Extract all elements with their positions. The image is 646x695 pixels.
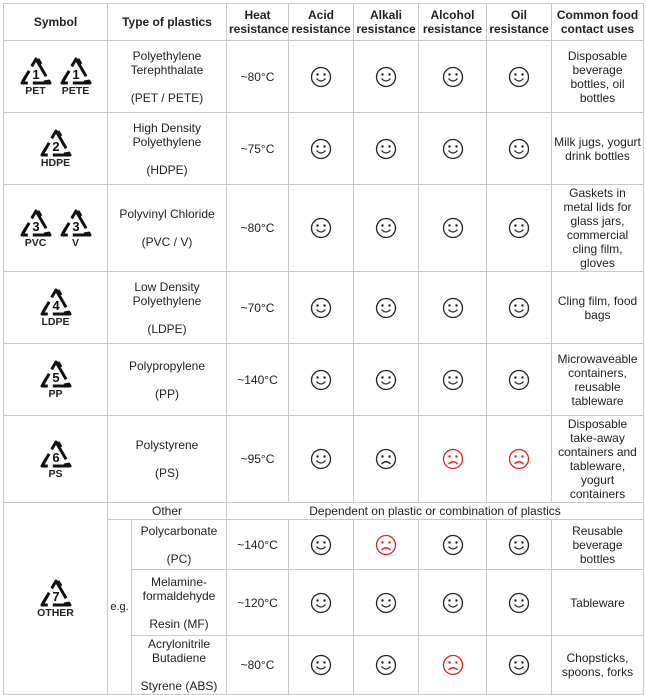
oil-resistance-cell [487, 41, 552, 113]
smiley-face-icon [508, 369, 530, 391]
food-contact-uses-text: Cling film, food bags [557, 293, 638, 322]
symbol-cell [4, 185, 108, 272]
resin-code-number: 2 [51, 139, 60, 154]
heat-resistance-value: ~70°C [240, 300, 275, 315]
resin-code-symbol [19, 56, 53, 97]
frowning-face-red-icon [442, 448, 464, 470]
smiley-face-icon [310, 369, 332, 391]
alkali-resistance-cell [354, 636, 419, 695]
alcohol-resistance-cell [419, 636, 487, 695]
resin-code-label: PS [48, 467, 63, 480]
smiley-face-icon [310, 654, 332, 676]
eg-label: e.g. [110, 601, 129, 613]
oil-resistance-cell [487, 344, 552, 416]
oil-resistance-cell [487, 113, 552, 185]
food-contact-uses-text: Microwaveable containers, reusable tableware [557, 351, 638, 408]
symbol-cell [4, 416, 108, 503]
alcohol-resistance-cell [419, 185, 487, 272]
plastic-row-other [4, 503, 644, 520]
food-contact-uses-cell [552, 113, 644, 185]
smiley-face-icon [375, 654, 397, 676]
plastic-name-line1: High Density [132, 120, 202, 135]
resin-code-number: 3 [31, 218, 40, 234]
resin-code-number: 7 [51, 589, 60, 604]
heat-resistance-cell [227, 344, 289, 416]
plastic-row [4, 272, 644, 344]
heat-resistance-value: ~80°C [240, 221, 275, 235]
header-alkali: Alkali resistance [354, 4, 419, 41]
alkali-resistance-cell [354, 185, 419, 272]
alcohol-resistance-cell [419, 416, 487, 503]
heat-resistance-value: ~80°C [240, 658, 275, 672]
smiley-face-icon [310, 534, 332, 556]
food-contact-uses-text: Tableware [570, 595, 625, 610]
plastic-type-cell [108, 113, 227, 185]
recycling-triangle-icon [19, 208, 53, 238]
resin-code-label: PET [25, 85, 46, 97]
plastic-name-line1: Melamine- [150, 574, 207, 589]
oil-resistance-cell [487, 185, 552, 272]
heat-resistance-value: ~80°C [240, 69, 275, 84]
resin-code-number: 3 [71, 218, 80, 234]
plastic-name-line2: Terephthalate [130, 62, 204, 77]
smiley-face-icon [310, 138, 332, 160]
recycling-triangle-icon [39, 578, 73, 608]
smiley-face-icon [442, 592, 464, 614]
header-uses: Common food contact uses [552, 4, 644, 41]
acid-resistance-cell [289, 113, 354, 185]
plastic-row [4, 344, 644, 416]
resin-code-label: HDPE [40, 157, 71, 169]
plastic-type-cell [132, 520, 227, 570]
food-contact-uses-cell [552, 416, 644, 503]
oil-resistance-cell [487, 416, 552, 503]
food-contact-uses-cell [552, 41, 644, 113]
alkali-resistance-cell [354, 272, 419, 344]
heat-resistance-value: ~95°C [240, 452, 275, 466]
acid-resistance-cell [289, 344, 354, 416]
resin-code-symbol [39, 287, 73, 328]
plastic-row [4, 41, 644, 113]
plastic-abbreviation: (HDPE) [146, 162, 188, 177]
other-label-cell [108, 503, 227, 520]
symbol-cell [4, 113, 108, 185]
resin-code-symbol [19, 208, 53, 249]
frowning-face-icon [375, 448, 397, 470]
smiley-face-icon [508, 66, 530, 88]
alkali-resistance-cell [354, 344, 419, 416]
header-row [4, 4, 644, 41]
acid-resistance-cell [289, 41, 354, 113]
heat-resistance-value: ~140°C [237, 372, 278, 387]
heat-resistance-value: ~75°C [240, 141, 275, 156]
heat-resistance-value: ~140°C [237, 537, 278, 552]
plastic-name-line2: formaldehyde [142, 588, 216, 603]
smiley-face-icon [508, 138, 530, 160]
recycling-triangle-icon [39, 128, 73, 158]
header-oil: Oil resistance [487, 4, 552, 41]
smiley-face-icon [375, 369, 397, 391]
heat-resistance-cell [227, 113, 289, 185]
eg-cell [108, 520, 132, 695]
smiley-face-icon [508, 592, 530, 614]
heat-resistance-cell [227, 41, 289, 113]
plastic-abbreviation: Styrene (ABS) [140, 679, 218, 693]
resin-code-symbol [39, 439, 73, 480]
plastic-abbreviation: (LDPE) [147, 321, 187, 336]
resin-code-number: 4 [51, 298, 60, 313]
resin-code-number: 5 [51, 370, 60, 385]
oil-resistance-cell [487, 520, 552, 570]
header-heat: Heat resistance [227, 4, 289, 41]
food-contact-uses-cell [552, 520, 644, 570]
heat-resistance-cell [227, 570, 289, 636]
recycling-triangle-icon [39, 359, 73, 389]
other-label: Other [151, 504, 182, 518]
plastic-type-cell [108, 344, 227, 416]
smiley-face-icon [375, 138, 397, 160]
plastic-abbreviation: (PC) [166, 551, 192, 566]
resin-code-label: LDPE [41, 316, 70, 328]
smiley-face-icon [375, 217, 397, 239]
symbol-cell [4, 41, 108, 113]
resin-code-label: PP [48, 388, 63, 400]
plastic-type-cell [108, 416, 227, 503]
plastic-name-line1: Polycarbonate [140, 523, 218, 538]
plastic-row [4, 113, 644, 185]
alkali-resistance-cell [354, 570, 419, 636]
plastic-type-cell [108, 41, 227, 113]
dependent-note-cell [227, 503, 644, 520]
resin-code-symbol [37, 578, 74, 619]
plastic-abbreviation: (PP) [155, 386, 179, 401]
food-contact-uses-cell [552, 272, 644, 344]
resin-code-label: V [71, 236, 79, 249]
oil-resistance-cell [487, 636, 552, 695]
acid-resistance-cell [289, 636, 354, 695]
symbol-cell [4, 503, 108, 695]
plastic-name-line2: Polyethylene [132, 134, 202, 149]
smiley-face-icon [442, 66, 464, 88]
alcohol-resistance-cell [419, 344, 487, 416]
oil-resistance-cell [487, 272, 552, 344]
smiley-face-icon [375, 297, 397, 319]
heat-resistance-cell [227, 272, 289, 344]
smiley-face-icon [442, 369, 464, 391]
resin-code-number: 6 [51, 449, 60, 465]
smiley-face-icon [508, 654, 530, 676]
smiley-face-icon [442, 217, 464, 239]
alkali-resistance-cell [354, 113, 419, 185]
smiley-face-icon [508, 297, 530, 319]
food-contact-uses-cell [552, 636, 644, 695]
plastic-type-cell [108, 272, 227, 344]
plastic-name-line1: Low Density [134, 279, 200, 294]
alcohol-resistance-cell [419, 113, 487, 185]
plastic-type-cell [132, 570, 227, 636]
recycling-triangle-icon [39, 439, 73, 469]
smiley-face-icon [310, 66, 332, 88]
recycling-triangle-icon [39, 287, 73, 317]
plastic-name-line1: Polyvinyl Chloride [119, 207, 215, 221]
resin-code-label: PETE [61, 85, 90, 97]
food-contact-uses-cell [552, 344, 644, 416]
header-symbol: Symbol [4, 4, 108, 41]
resin-code-symbol [59, 208, 93, 249]
plastic-type-cell [108, 185, 227, 272]
resin-code-number: 1 [71, 67, 80, 82]
food-contact-uses-cell [552, 185, 644, 272]
plastic-row [4, 416, 644, 503]
resin-code-symbol [39, 359, 73, 400]
food-contact-uses-text: Milk jugs, yogurt drink bottles [554, 134, 641, 163]
frowning-face-red-icon [508, 448, 530, 470]
resin-code-symbol [59, 56, 93, 97]
frowning-face-red-icon [375, 534, 397, 556]
smiley-face-icon [508, 217, 530, 239]
heat-resistance-value: ~120°C [237, 595, 278, 610]
resin-code-label: PVC [24, 236, 47, 249]
acid-resistance-cell [289, 570, 354, 636]
smiley-face-icon [310, 448, 332, 470]
food-contact-uses-text: Chopsticks, spoons, forks [561, 651, 634, 679]
food-contact-uses-text: Disposable beverage bottles, oil bottles [567, 48, 628, 105]
plastic-type-cell [132, 636, 227, 695]
header-type: Type of plastics [108, 4, 227, 41]
food-contact-uses-text: Disposable take-away containers and tableware, yogurt containers [558, 417, 637, 501]
alcohol-resistance-cell [419, 520, 487, 570]
recycling-triangle-icon [59, 56, 93, 86]
recycling-triangle-icon [59, 208, 93, 238]
heat-resistance-cell [227, 636, 289, 695]
alcohol-resistance-cell [419, 570, 487, 636]
plastic-name-line1: Polyethylene [132, 48, 202, 63]
food-contact-uses-cell [552, 570, 644, 636]
smiley-face-icon [442, 534, 464, 556]
alkali-resistance-cell [354, 416, 419, 503]
symbol-cell [4, 344, 108, 416]
plastic-abbreviation: Resin (MF) [149, 616, 209, 631]
plastics-table [3, 3, 644, 695]
oil-resistance-cell [487, 570, 552, 636]
alcohol-resistance-cell [419, 272, 487, 344]
heat-resistance-cell [227, 416, 289, 503]
acid-resistance-cell [289, 272, 354, 344]
plastic-name-line1: Polypropylene [128, 358, 206, 373]
plastic-abbreviation: (PS) [155, 466, 179, 480]
resin-code-number: 1 [31, 67, 40, 82]
food-contact-uses-text: Gaskets in metal lids for glass jars, commercial cling film, gloves [563, 186, 632, 270]
heat-resistance-cell [227, 185, 289, 272]
plastic-row [4, 185, 644, 272]
smiley-face-icon [375, 592, 397, 614]
alkali-resistance-cell [354, 520, 419, 570]
smiley-face-icon [310, 297, 332, 319]
plastic-name-line2: Butadiene [151, 651, 207, 665]
smiley-face-icon [508, 534, 530, 556]
acid-resistance-cell [289, 185, 354, 272]
recycling-triangle-icon [19, 56, 53, 86]
resin-code-symbol [39, 128, 73, 169]
alcohol-resistance-cell [419, 41, 487, 113]
food-contact-uses-text: Reusable beverage bottles [572, 523, 623, 566]
dependent-note: Dependent on plastic or combination of plastics [309, 504, 561, 518]
plastic-abbreviation: (PVC / V) [141, 235, 193, 249]
smiley-face-icon [375, 66, 397, 88]
plastic-abbreviation: (PET / PETE) [130, 90, 204, 105]
smiley-face-icon [310, 217, 332, 239]
plastic-name-line1: Acrylonitrile [147, 637, 210, 651]
frowning-face-red-icon [442, 654, 464, 676]
acid-resistance-cell [289, 416, 354, 503]
header-alcohol: Alcohol resistance [419, 4, 487, 41]
resin-code-label: OTHER [37, 607, 74, 619]
heat-resistance-cell [227, 520, 289, 570]
smiley-face-icon [442, 297, 464, 319]
smiley-face-icon [442, 138, 464, 160]
acid-resistance-cell [289, 520, 354, 570]
plastic-name-line1: Polystyrene [135, 438, 199, 452]
alkali-resistance-cell [354, 41, 419, 113]
plastic-name-line2: Polyethylene [132, 293, 202, 308]
smiley-face-icon [310, 592, 332, 614]
symbol-cell [4, 272, 108, 344]
header-acid: Acid resistance [289, 4, 354, 41]
